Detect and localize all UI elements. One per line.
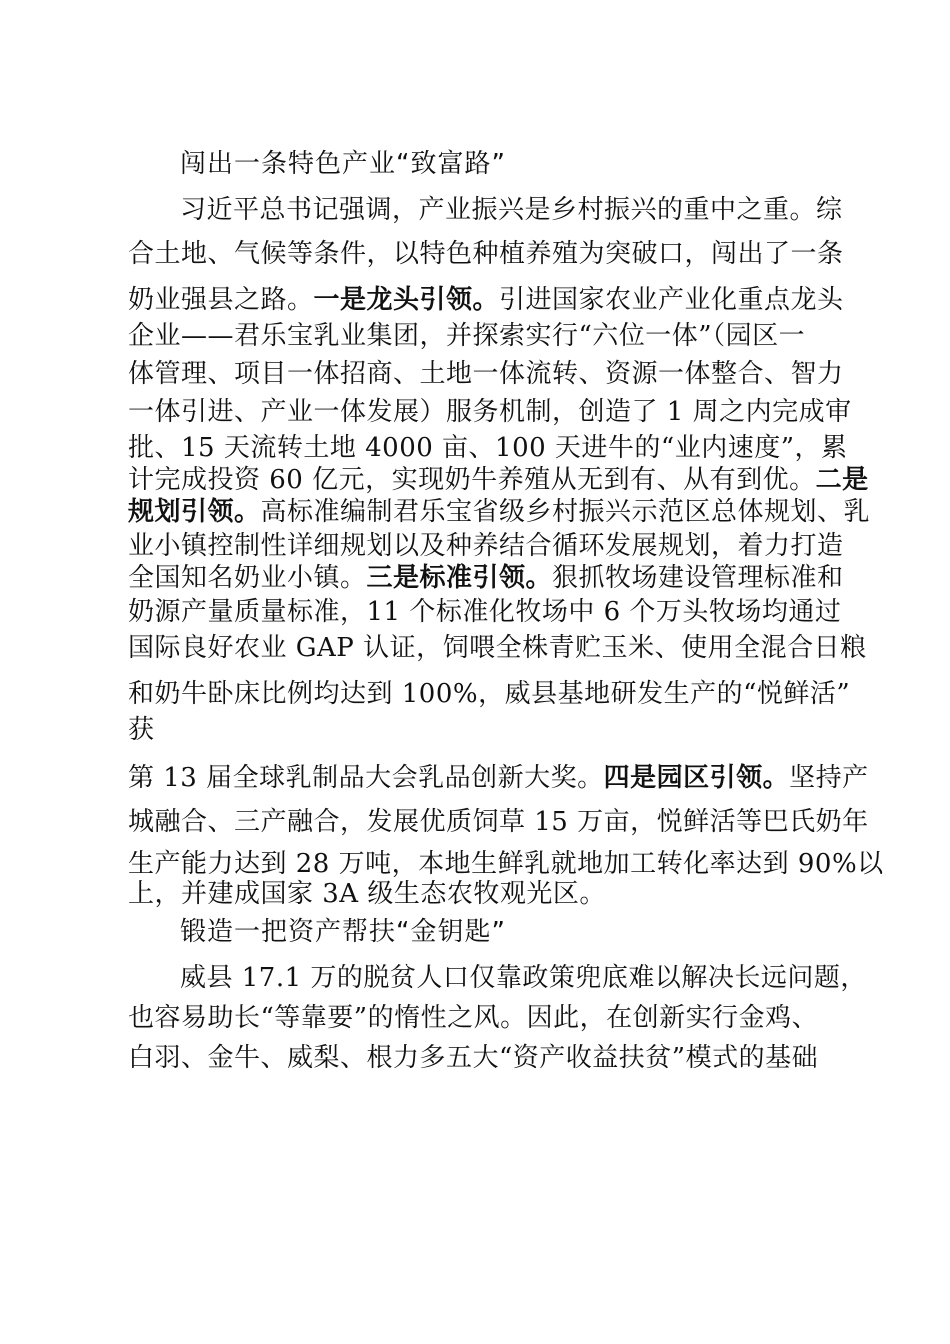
emphasis-two-prefix: 二是 bbox=[815, 465, 869, 495]
paragraph-line: 体管理、项目一体招商、土地一体流转、资源一体整合、智力 bbox=[128, 359, 844, 389]
paragraph-line: 生产能力达到 28 万吨，本地生鲜乳就地加工转化率达到 90%以 bbox=[128, 849, 884, 879]
emphasis-four-park: 四是园区引领。 bbox=[603, 763, 790, 793]
text-run: 引进国家农业产业化重点龙头 bbox=[499, 285, 844, 315]
paragraph-line bbox=[128, 462, 869, 498]
paragraph-line: 批、15 天流转土地 4000 亩、100 天进牛的“业内速度”，累 bbox=[128, 433, 848, 463]
paragraph-line bbox=[128, 560, 844, 596]
paragraph-line bbox=[128, 282, 844, 318]
text-run: 奶业强县之路。 bbox=[128, 285, 314, 315]
text-run: 高标准编制君乐宝省级乡村振兴示范区总体规划、乳 bbox=[260, 497, 871, 527]
paragraph-line: 白羽、金牛、威梨、根力多五大“资产收益扶贫”模式的基础 bbox=[128, 1043, 819, 1073]
paragraph-line: 城融合、三产融合，发展优质饲草 15 万亩，悦鲜活等巴氏奶年 bbox=[128, 807, 869, 837]
text-run: 全国知名奶业小镇。 bbox=[128, 563, 367, 593]
paragraph-line: 一体引进、产业一体发展）服务机制，创造了 1 周之内完成审 bbox=[128, 397, 852, 427]
text-run: 狠抓牧场建设管理标准和 bbox=[552, 563, 844, 593]
emphasis-three-standard: 三是标准引领。 bbox=[366, 563, 553, 593]
section-heading-assets: 锻造一把资产帮扶“金钥匙” bbox=[180, 917, 506, 947]
paragraph-line: 合土地、气候等条件，以特色种植养殖为突破口，闯出了一条 bbox=[128, 239, 844, 269]
paragraph-line bbox=[128, 494, 870, 530]
emphasis-one-leading: 一是龙头引领。 bbox=[313, 285, 500, 315]
emphasis-two-planning: 规划引领。 bbox=[128, 497, 261, 527]
paragraph-line bbox=[128, 760, 869, 796]
paragraph-line: 习近平总书记强调，产业振兴是乡村振兴的重中之重。综 bbox=[180, 195, 843, 225]
text-run: 第 13 届全球乳制品大会乳品创新大奖。 bbox=[128, 763, 604, 793]
paragraph-line: 企业——君乐宝乳业集团，并探索实行“六位一体”（园区一 bbox=[128, 321, 806, 351]
paragraph-line: 国际良好农业 GAP 认证，饲喂全株青贮玉米、使用全混合日粮 bbox=[128, 633, 867, 663]
paragraph-line: 威县 17.1 万的脱贫人口仅靠政策兜底难以解决长远问题， bbox=[180, 963, 867, 993]
paragraph-line: 奶源产量质量标准，11 个标准化牧场中 6 个万头牧场均通过 bbox=[128, 597, 842, 627]
paragraph-line: 和奶牛卧床比例均达到 100%，威县基地研发生产的“悦鲜活” bbox=[128, 679, 851, 709]
text-run: 坚持产 bbox=[789, 763, 869, 793]
paragraph-line: 业小镇控制性详细规划以及种养结合循环发展规划，着力打造 bbox=[128, 531, 844, 561]
text-run: 计完成投资 60 亿元，实现奶牛养殖从无到有、从有到优。 bbox=[128, 465, 816, 495]
paragraph-line: 也容易助长“等靠要”的惰性之风。因此，在创新实行金鸡、 bbox=[128, 1003, 819, 1033]
section-heading-industry: 闯出一条特色产业“致富路” bbox=[180, 149, 506, 179]
paragraph-line: 获 bbox=[128, 715, 155, 745]
paragraph-line: 上，并建成国家 3A 级生态农牧观光区。 bbox=[128, 879, 606, 909]
